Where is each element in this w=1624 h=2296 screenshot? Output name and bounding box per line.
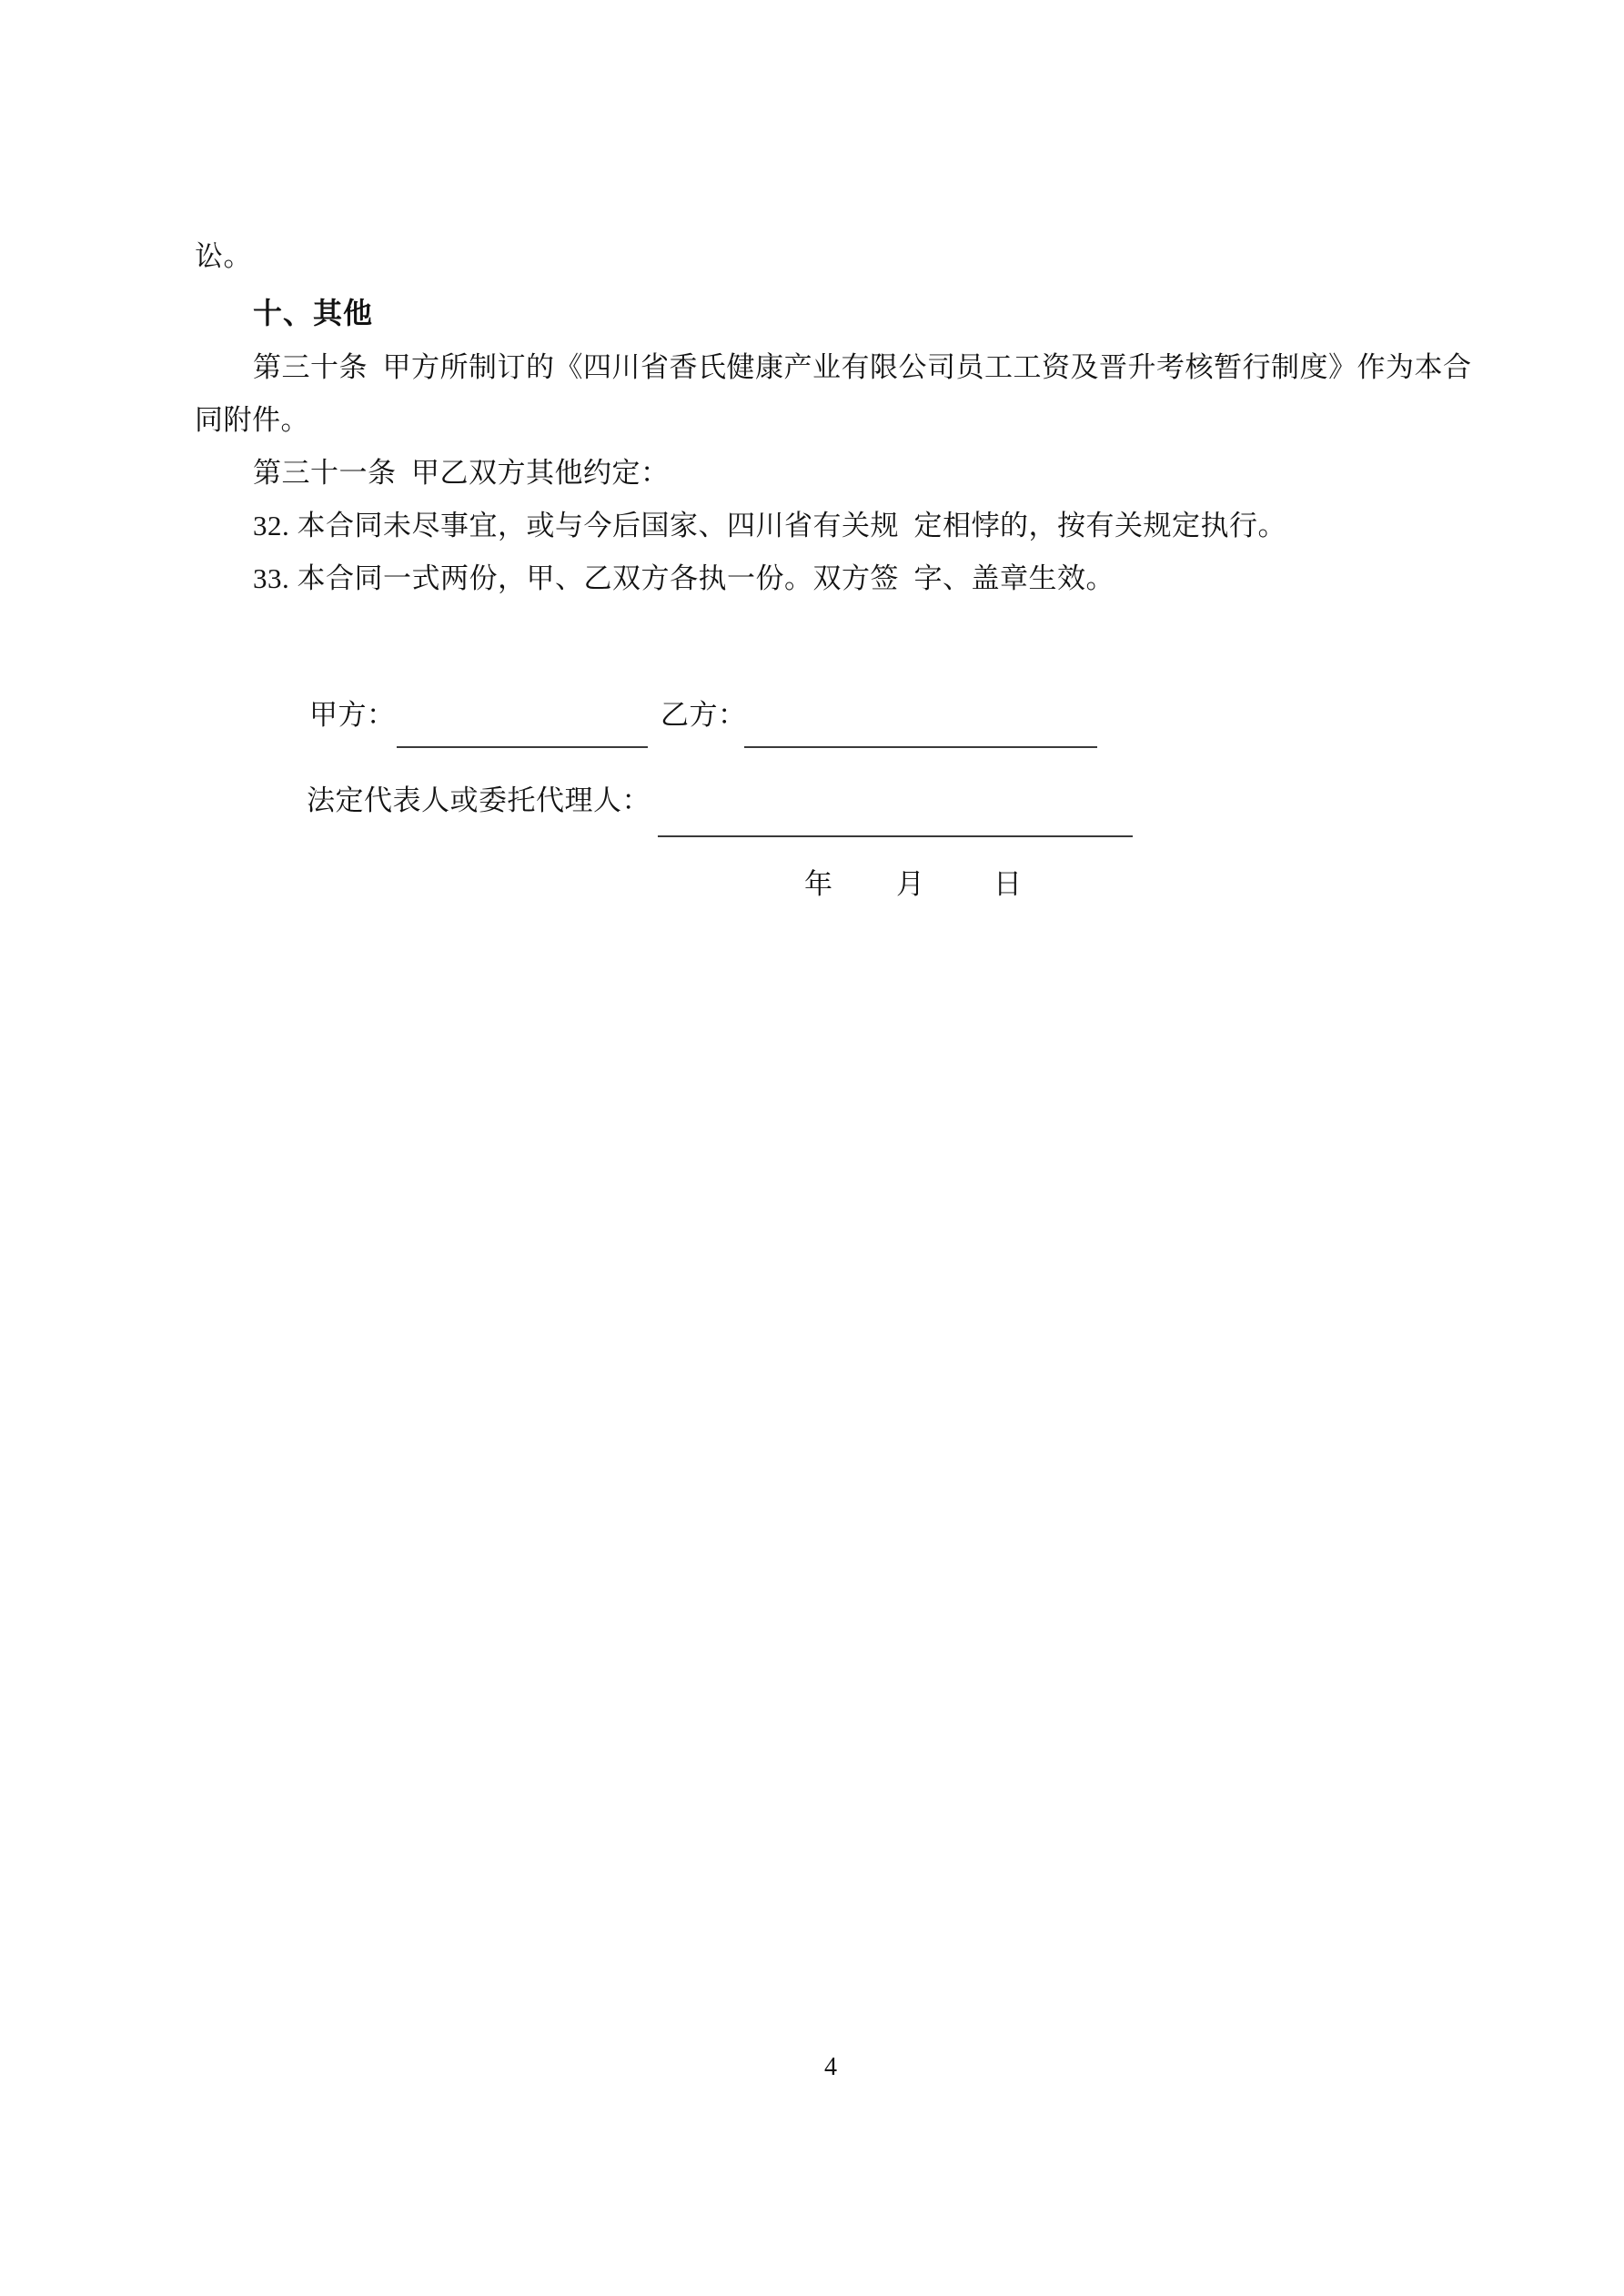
- legal-representative-label: 法定代表人或委托代理人：: [307, 784, 651, 816]
- party-b-label: 乙方：: [661, 699, 747, 731]
- item-32-text: 32. 本合同未尽事宜，或与今后国家、四川省有关规 定相悖的，按有关规定执行。: [253, 510, 1286, 541]
- date-day-label: 日: [994, 868, 1022, 900]
- party-a-label: 甲方：: [309, 699, 396, 731]
- clause-30-line-2: 同附件。: [195, 404, 309, 436]
- legal-representative-signature-blank: [658, 835, 1133, 837]
- clause-30-line-1: 第三十条 甲方所制订的《四川省香氏健康产业有限公司员工工资及晋升考核暂行制度》作为本合: [253, 351, 1472, 383]
- section-heading: 十、其他: [253, 297, 374, 329]
- party-b-signature-blank: [744, 746, 1097, 748]
- date-year-label: 年: [804, 868, 832, 900]
- party-a-signature-blank: [397, 746, 648, 748]
- clause-31-text: 第三十一条 甲乙双方其他约定：: [253, 457, 670, 489]
- date-line: [804, 866, 1022, 903]
- date-month-label: 月: [896, 868, 924, 900]
- item-33-text: 33. 本合同一式两份，甲、乙双方各执一份。双方签 字、盖章生效。: [253, 562, 1115, 594]
- page-number: 4: [824, 2053, 837, 2081]
- paragraph-continuation-text: 讼。: [195, 240, 252, 272]
